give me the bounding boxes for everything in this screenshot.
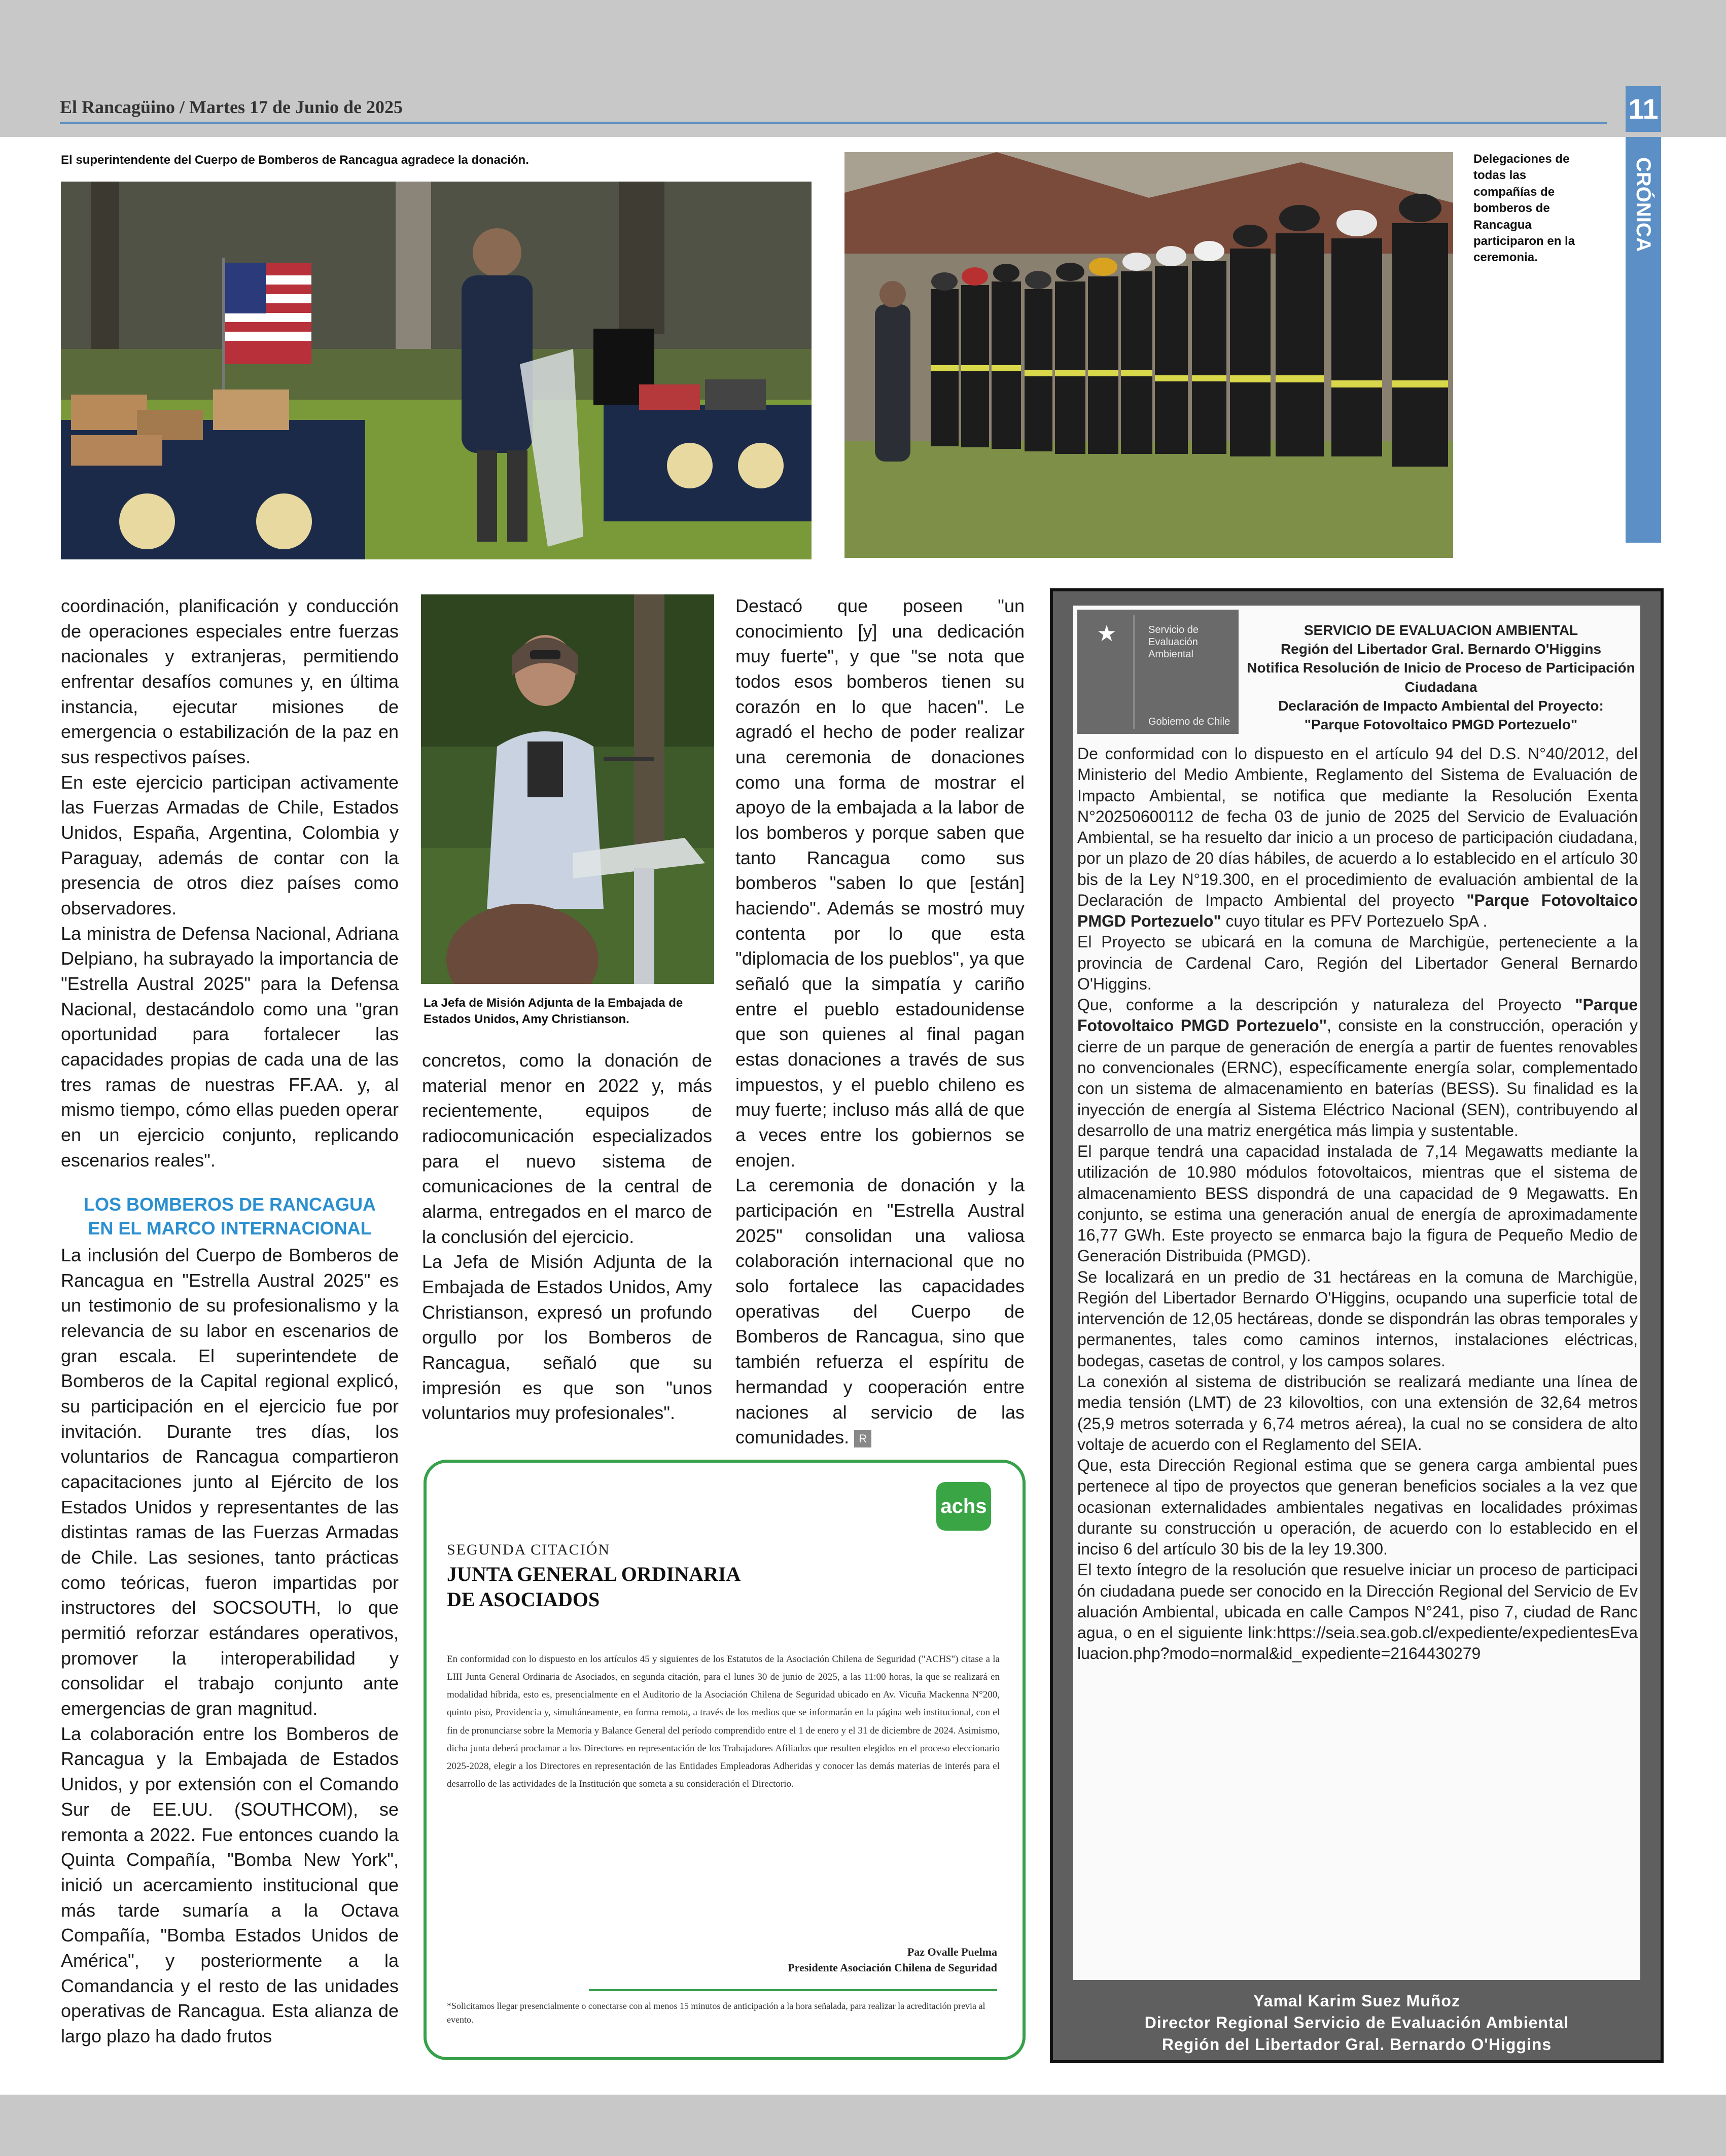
sea-logo-label: Servicio de Evaluación Ambiental [1148, 624, 1199, 660]
ad-signer-title: Presidente Asociación Chilena de Seguridad [788, 1961, 997, 1974]
sea-notice [1050, 588, 1664, 2063]
notice-heading-line: SERVICIO DE EVALUACION AMBIENTAL [1304, 622, 1578, 638]
ad-title-line: JUNTA GENERAL ORDINARIA [447, 1563, 741, 1585]
ad-footnote: *Solicitamos llegar presencialmente o conectarse con al menos 15 minutos de anticipación a la hora señalada, para realizar la acreditación previa al evento. [447, 2001, 985, 2025]
notice-paragraph [1077, 744, 1638, 932]
notice-signature [1053, 1990, 1661, 2056]
article-column-3 [735, 593, 1025, 1450]
bottom-strip [1050, 2075, 1582, 2095]
notice-paragraph: La conexión al sistema de distribución se realizará mediante una línea de media tensión (LMT) de 23 kilovoltios, con una extensión de 32,64 metros (25,9 metros soterrada y 6,74 metros aérea), la cual no se considera de alto voltaje de acuerdo con el Reglamento del SEIA. [1077, 1372, 1638, 1454]
article-subhead [61, 1193, 399, 1241]
ad-divider [589, 1989, 997, 1991]
photo-caption-right: Delegaciones de todas las compañías de bomberos de Rancagua participaron en la ceremonia. [1473, 152, 1575, 265]
notice-heading-line: Región del Libertador Gral. Bernardo O'Higgins [1280, 641, 1602, 657]
firefighter-row [875, 281, 910, 462]
ad-signer-name: Paz Ovalle Puelma [907, 1946, 997, 1958]
article-paragraph: La Jefa de Misión Adjunta de la Embajada de Estados Unidos, Amy Christianson, expresó un profundo orgullo por los Bomberos de Rancagua, señaló que su impresión es que son "unos voluntarios muy profesionales". [422, 1251, 712, 1424]
notice-heading [1246, 621, 1636, 734]
section-tab [1626, 137, 1661, 543]
notice-paragraph: El parque tendrá una capacidad instalada de 7,14 Megawatts mediante la utilización de 10.980 módulos fotovoltaicos, mientras que el sistema de almacenamiento BESS dispondrá de una capacidad de 9 Megawatts. En conjunto, se estima una generación anual de energía de aproximadamente 16,77 GWh. Este proyecto se enmarca bajo la figura de Pequeño Medio de Generación Distribuida (PMGD). [1077, 1142, 1638, 1265]
notice-project-name: "Parque Fotovoltaico PMGD Portezuelo" [1077, 891, 1638, 931]
article-subhead-line: EN EL MARCO INTERNACIONAL [88, 1218, 372, 1239]
photo-caption-left: El superintendente del Cuerpo de Bomberos de Rancagua agradece la donación. [61, 153, 529, 167]
photo-superintendent [61, 182, 812, 559]
article-paragraph: La colaboración entre los Bomberos de Rancagua y la Embajada de Estados Unidos, y por extensión con el Comando Sur de EE.UU. (SOUTHCOM), se remonta a 2022. Fue entonces cuando la Quinta Compañía, "Bomba New York", inició un acercamiento institucional que más tarde sumaría a la Octava Compañía, "Bomba Estados Unidos de América", y posteriormente a la Comandancia y el resto de las unidades operativas de Rancagua. Esta alianza de largo plazo ha dado frutos [61, 1723, 399, 2046]
ad-body: En conformidad con lo dispuesto en los artículos 45 y siguientes de los Estatutos de la Asociación Chilena de Seguridad ("ACHS") citase a la LIII Junta General Ordinaria de Asociados, en segunda citación, para el lunes 30 de junio de 2025, a las 11:00 horas, la que se realizará en modalidad híbrida, esto es, presencialmente en el Auditorio de la Asociación Chilena de Seguridad ubicado en Av. Vicuña Mackenna N°200, quinto piso, Providencia y, simultáneamente, en forma remota, a través de los medios que se informarán en la página web institucional, con el fin de pronunciarse sobre la Memoria y Balance General del período comprendido entre el 1 de enero y el 31 de diciembre de 2024. Asimismo, dicha junta deberá proclamar a los Directores en representación de los Trabajadores Afiliados que resulten elegidos en el proceso eleccionario 2025-2028, elegir a los Directores en representación de las Entidades Empleadoras Adheridas y conocer las demás materias de interés para el desarrollo de las actividades de la Institución que someta a su consideración el Directorio. [447, 1654, 1000, 1789]
article-paragraph [735, 1173, 1025, 1450]
page-header: El Rancagüino / Martes 17 de Junio de 2025 [60, 97, 403, 117]
article-paragraph: En este ejercicio participan activamente las Fuerzas Armadas de Chile, Estados Unidos, España, Argentina, Colombia y Paraguay, además de contar con la presencia de otros diez países como observadores. [61, 771, 399, 919]
article-paragraph: La ministra de Defensa Nacional, Adriana Delpiano, ha subrayado la importancia de "Estrella Austral 2025" para la Defensa Nacional, destacándolo como una "gran oportunidad para fortalecer las capacidades propias de cada una de las tres ramas de nuestras FF.AA. y, al mismo tiempo, cómo ellas pueden operar en un ejercicio conjunto, replicando escenarios reales". [61, 923, 399, 1171]
page-number: 11 [1626, 86, 1661, 132]
sea-logo [1077, 610, 1239, 734]
notice-paragraph [1077, 995, 1638, 1141]
notice-heading-line: "Parque Fotovoltaico PMGD Portezuelo" [1304, 717, 1578, 733]
section-label: CRÓNICA [1632, 157, 1654, 252]
header-rule [60, 122, 1607, 124]
logo-stripe [1133, 615, 1135, 729]
sea-logo-gob: Gobierno de Chile [1148, 716, 1230, 727]
notice-body [1077, 744, 1638, 1665]
end-mark-icon: R [854, 1430, 871, 1447]
achs-logo: achs [936, 1482, 991, 1531]
notice-heading-line: Notifica Resolución de Inicio de Proceso de Participación Ciudadana [1247, 660, 1635, 695]
notice-text: , consiste en la construcción, operación y cierre de un parque de generación de energía a partir de fuentes renovables no convencionales (ERNC), específicamente energía solar, complementado con un sistema de almacenamiento en baterías (BESS). Su finalidad es la inyección de energía al Sistema Eléctrico Nacional (SEN), contribuyendo al desarrollo de una matriz energética más limpia y sustentable. [1077, 1016, 1638, 1140]
article-subhead-line: LOS BOMBEROS DE RANCAGUA [83, 1194, 376, 1215]
article-column-2 [422, 1048, 712, 1426]
notice-project-name: "Parque Fotovoltaico PMGD Portezuelo" [1077, 996, 1638, 1035]
notice-text: De conformidad con lo dispuesto en el artículo 94 del D.S. N°40/2012, del Ministerio del Medio Ambiente, Reglamento del Sistema de Evaluación de Impacto Ambiental, se notifica que mediante la Resolución Exenta N°20250600112 de fecha 03 de junio de 2025 del Servicio de Evaluación Ambiental, se ha resuelto dar inicio a un proceso de participación ciudadana, por un plazo de 20 días hábiles, de acuerdo a lo establecido en el artículo 30 bis de la Ley N°19.300, en el procedimiento de evaluación ambiental de la Declaración de Impacto Ambiental del proyecto [1077, 745, 1638, 909]
ad-signature [788, 1945, 997, 1976]
notice-heading-line: Declaración de Impacto Ambiental del Proyecto: [1278, 697, 1604, 714]
notice-text: cuyo titular es PFV Portezuelo SpA . [1221, 912, 1488, 931]
notice-paragraph: Que, esta Dirección Regional estima que se genera carga ambiental pues pertenece al tipo de proyectos que generan beneficios sociales a la vez que ocasionan externalidades ambientales negativas en localidades próximas durante su construcción u operación, de acuerdo con lo establecido en el inciso 6 del artículo 30 bis de la ley 19.300. [1077, 1456, 1638, 1559]
notice-paragraph: Se localizará en un predio de 31 hectáreas en la comuna de Marchigüe, Región del Libertador Bernardo O'Higgins, ocupando una superficie total de intervención de 12,05 hectáreas, donde se dispondrán las obras temporales y permanentes, tales como caminos internos, instalaciones eléctricas, bodegas, casetas de control, y los campos solares. [1077, 1267, 1638, 1370]
sea-notice-panel [1073, 606, 1640, 1980]
notice-paragraph: El texto íntegro de la resolución que resuelve iniciar un proceso de participación ciudadana puede ser conocido en la Dirección Regional del Servicio de Evaluación Ambiental, ubicada en calle Campos N°241, piso 7, ciudad de Rancagua, o en el siguiente link:https://seia.sea.gob.cl/expediente/expedientesEvaluacion.php?modo=normal&id_expediente=2164430279 [1077, 1561, 1638, 1663]
photo-christianson-image [421, 594, 714, 984]
notice-text: Que, conforme a la descripción y naturaleza del Proyecto [1077, 996, 1575, 1014]
photo-christianson [421, 594, 714, 984]
chile-star-icon: ★ [1097, 621, 1117, 646]
notice-signer-name: Yamal Karim Suez Muñoz [1253, 1992, 1460, 2010]
article-paragraph: Destacó que poseen "un conocimiento [y] una dedicación muy fuerte", y que "se nota que todos esos bomberos tienen su corazón en lo que hacen". Le agradó el hecho de poder realizar una ceremonia de donaciones como una forma de mostrar el apoyo de la embajada a la labor de los bomberos y porque saben que tanto Rancagua como sus bomberos "saben lo que [están] haciendo". Además se mostró muy contenta por lo que esta "diplomacia de los pueblos", ya que señaló que la simpatía y cariño entre el pueblo estadounidense que son quienes al final pagan estas donaciones a través de sus impuestos, y el pueblo chileno es muy fuerte; incluso más allá de que a veces entre los gobiernos se enojen. [735, 595, 1025, 1171]
photo-firefighters-image [844, 152, 1453, 558]
article-paragraph: coordinación, planificación y conducción de operaciones especiales entre fuerzas nacionales y extranjeras, permitiendo enfrentar desafíos comunes y, en última instancia, ejecutar misiones de emergencia o estabilización de la paz en sus respectivos países. [61, 595, 399, 768]
notice-signer-title: Director Regional Servicio de Evaluación Ambiental [1144, 2013, 1569, 2032]
ad-title [447, 1562, 853, 1612]
article-paragraph: concretos, como la donación de material menor en 2022 y, más recientemente, equipos de radiocomunicación especializados para el nuevo sistema de comunicaciones de la central de alarma, entregados en el marco de la conclusión del ejercicio. [422, 1050, 712, 1247]
photo-caption-middle: La Jefa de Misión Adjunta de la Embajada de Estados Unidos, Amy Christianson. [424, 996, 683, 1027]
notice-signer-region: Región del Libertador Gral. Bernardo O'Higgins [1161, 2035, 1552, 2054]
notice-paragraph: El Proyecto se ubicará en la comuna de Marchigüe, perteneciente a la provincia de Cardenal Caro, Región del Libertador General Bernardo O'Higgins. [1077, 933, 1638, 993]
ad-overline: SEGUNDA CITACIÓN [447, 1541, 611, 1558]
achs-advertisement [424, 1460, 1026, 2060]
article-paragraph-text: La ceremonia de donación y la participación en "Estrella Austral 2025" consolidan una valiosa colaboración internacional que no solo fortalece las capacidades operativas del Cuerpo de Bomberos de Rancagua, sino que también refuerza el espíritu de hermandad y cooperación entre naciones al servicio de las comunidades. [735, 1175, 1025, 1448]
article-paragraph: La inclusión del Cuerpo de Bomberos de Rancagua en "Estrella Austral 2025" es un testimonio de su profesionalismo y la relevancia de su labor en escenarios de gran escala. El superintendete de Bomberos de la Capital regional explicó, su participación en el ejercicio fue por invitación. Durante tres días, los voluntarios de Rancagua compartieron capacitaciones junto al Ejército de los Estados Unidos y representantes de las distintas ramas de las Fuerzas Armadas de Chile. Las sesiones, tanto prácticas como teóricas, fueron impartidas por instructores del SOCSOUTH, lo que permitió reforzar estándares operativos, promover la interoperabilidad y consolidar el trabajo conjunto ante emergencias de gran magnitud. [61, 1245, 399, 1719]
article-column-1 [61, 593, 399, 2049]
ad-title-line: DE ASOCIADOS [447, 1588, 600, 1611]
photo-superintendent-image [61, 182, 812, 559]
photo-firefighters [844, 152, 1453, 558]
